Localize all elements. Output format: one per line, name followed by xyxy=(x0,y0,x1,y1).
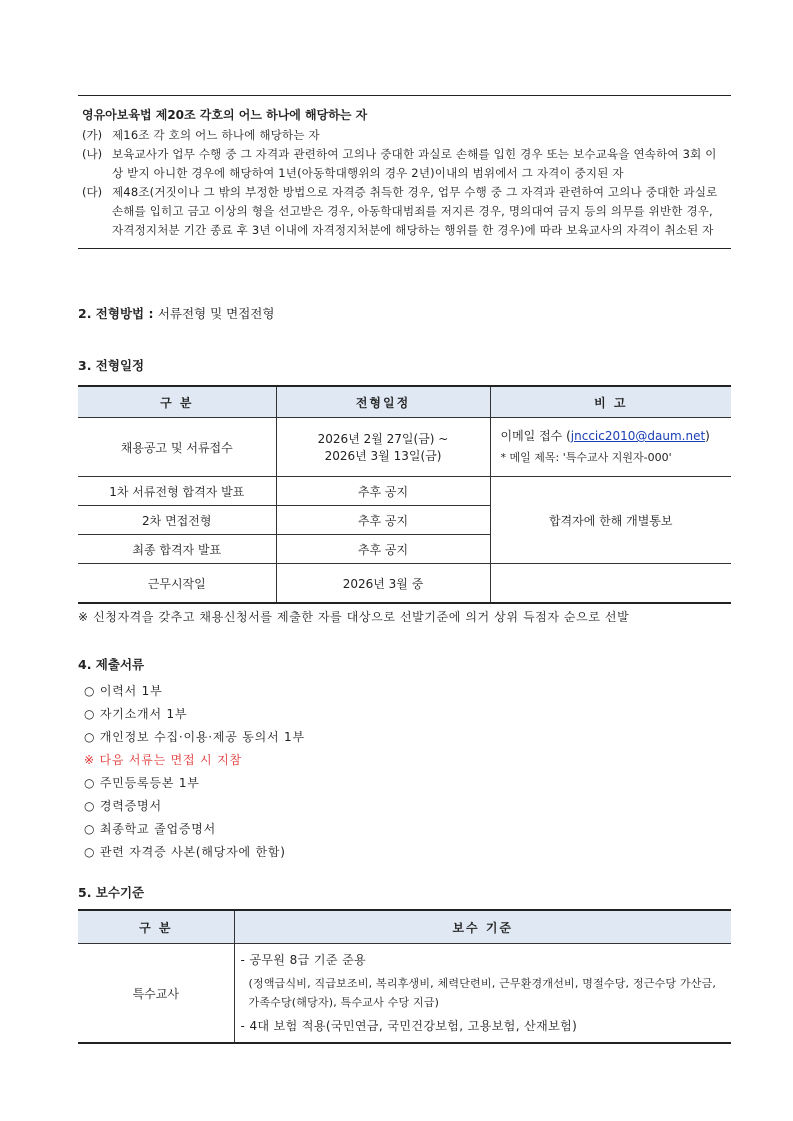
disqualification-item xyxy=(82,126,727,145)
insurance-line: - 4대 보험 적용(국민연금, 국민건강보험, 고용보험, 산재보험) xyxy=(240,1019,578,1033)
list-item: ○ 경력증명서 xyxy=(84,799,162,813)
section-title: 4. 제출서류 xyxy=(78,657,145,672)
row-label: 2차 면접전형 xyxy=(78,506,276,535)
item-marker: (나) xyxy=(82,147,103,161)
table-header-row xyxy=(78,910,731,944)
table-row xyxy=(78,418,731,477)
disqualification-box xyxy=(78,95,731,249)
email-subject-note: * 메일 제목: '특수교사 지원자-000' xyxy=(500,451,672,464)
table-row xyxy=(78,944,731,1044)
salary-table xyxy=(78,909,731,1044)
row-date: 2026년 3월 중 xyxy=(276,564,490,604)
table-header-row xyxy=(78,386,731,418)
allowance-list: (정액급식비, 직급보조비, 복리후생비, 체력단련비, 근무환경개선비, 명절수당, 정근수당 가산금, 가족수당(해당자), 특수교사 수당 지급) xyxy=(248,977,717,1009)
row-label: 특수교사 xyxy=(78,944,234,1044)
header-salary: 보수 기준 xyxy=(234,910,731,944)
merged-note: 합격자에 한해 개별통보 xyxy=(490,477,731,564)
row-date: 추후 공지 xyxy=(276,506,490,535)
list-item: ○ 최종학교 졸업증명서 xyxy=(84,822,217,836)
header-schedule: 전형일정 xyxy=(276,386,490,418)
row-date: 추후 공지 xyxy=(276,477,490,506)
row-label: 근무시작일 xyxy=(78,564,276,604)
email-link[interactable]: jnccic2010@daum.net xyxy=(570,429,706,443)
item-text: 제48조(거짓이나 그 밖의 부정한 방법으로 자격증 취득한 경우, 업무 수행 중 그 자격과 관련하여 고의나 중대한 과실로 손해를 입히고 금고 이상의 형을 선고받은 경우, 아동학대범죄를 저지른 경우, 명의대여 금지 등의 의무를 위반한 경우, 자격정지처분 기간 종료 후 3년 이내에 자격정지처분에 해당하는 행위를 한 경우)에 따라 보육교사의 자격이 취소된 자 xyxy=(112,185,718,237)
selection-method-value: 서류전형 및 면접전형 xyxy=(157,306,275,321)
list-item: ○ 주민등록등본 1부 xyxy=(84,776,200,790)
header-category: 구 분 xyxy=(78,386,276,418)
date-start: 2026년 2월 27일(금) ~ xyxy=(317,432,449,446)
table-row xyxy=(78,477,731,506)
selection-remark: ※ 신청자격을 갖추고 채용신청서를 제출한 자를 대상으로 선발기준에 의거 상위 득점자 순으로 선발 xyxy=(78,610,630,624)
schedule-table xyxy=(78,385,731,604)
row-note xyxy=(490,564,731,604)
document-list xyxy=(84,680,305,864)
item-text: 보육교사가 업무 수행 중 그 자격과 관련하여 고의나 중대한 과실로 손해를 입힌 경우 또는 보수교육을 연속하여 3회 이상 받지 아니한 경우에 해당하여 1년(아동학대행위의 경우 2년)이내의 범위에서 그 자격이 중지된 자 xyxy=(112,147,717,180)
row-label: 1차 서류전형 합격자 발표 xyxy=(78,477,276,506)
row-label: 최종 합격자 발표 xyxy=(78,535,276,564)
section-title: 5. 보수기준 xyxy=(78,885,145,900)
row-label: 채용공고 및 서류접수 xyxy=(78,418,276,477)
row-date xyxy=(276,418,490,477)
disqualification-title: 영유아보육법 제20조 각호의 어느 하나에 해당하는 자 xyxy=(82,108,368,122)
list-item: ○ 자기소개서 1부 xyxy=(84,707,188,721)
list-item: ○ 관련 자격증 사본(해당자에 한함) xyxy=(84,845,286,859)
item-marker: (다) xyxy=(82,185,103,199)
selection-method xyxy=(78,304,274,322)
row-date: 추후 공지 xyxy=(276,535,490,564)
section-title: 3. 전형일정 xyxy=(78,358,145,373)
email-prefix: 이메일 접수 ( xyxy=(500,429,571,443)
list-item: ○ 이력서 1부 xyxy=(84,684,163,698)
date-end: 2026년 3월 13일(금) xyxy=(324,449,442,463)
disqualification-item xyxy=(82,183,727,240)
table-row xyxy=(78,564,731,604)
email-suffix: ) xyxy=(705,429,710,443)
row-note xyxy=(490,418,731,477)
salary-detail xyxy=(234,944,731,1044)
header-category: 구 분 xyxy=(78,910,234,944)
header-note: 비 고 xyxy=(490,386,731,418)
item-text: 제16조 각 호의 어느 하나에 해당하는 자 xyxy=(112,128,320,142)
section-title: 2. 전형방법 : xyxy=(78,306,154,321)
salary-line: - 공무원 8급 기준 준용 xyxy=(240,953,367,967)
interview-notice: ※ 다음 서류는 면접 시 지참 xyxy=(84,753,242,767)
item-marker: (가) xyxy=(82,128,103,142)
disqualification-item xyxy=(82,145,727,183)
list-item: ○ 개인정보 수집·이용·제공 동의서 1부 xyxy=(84,730,305,744)
